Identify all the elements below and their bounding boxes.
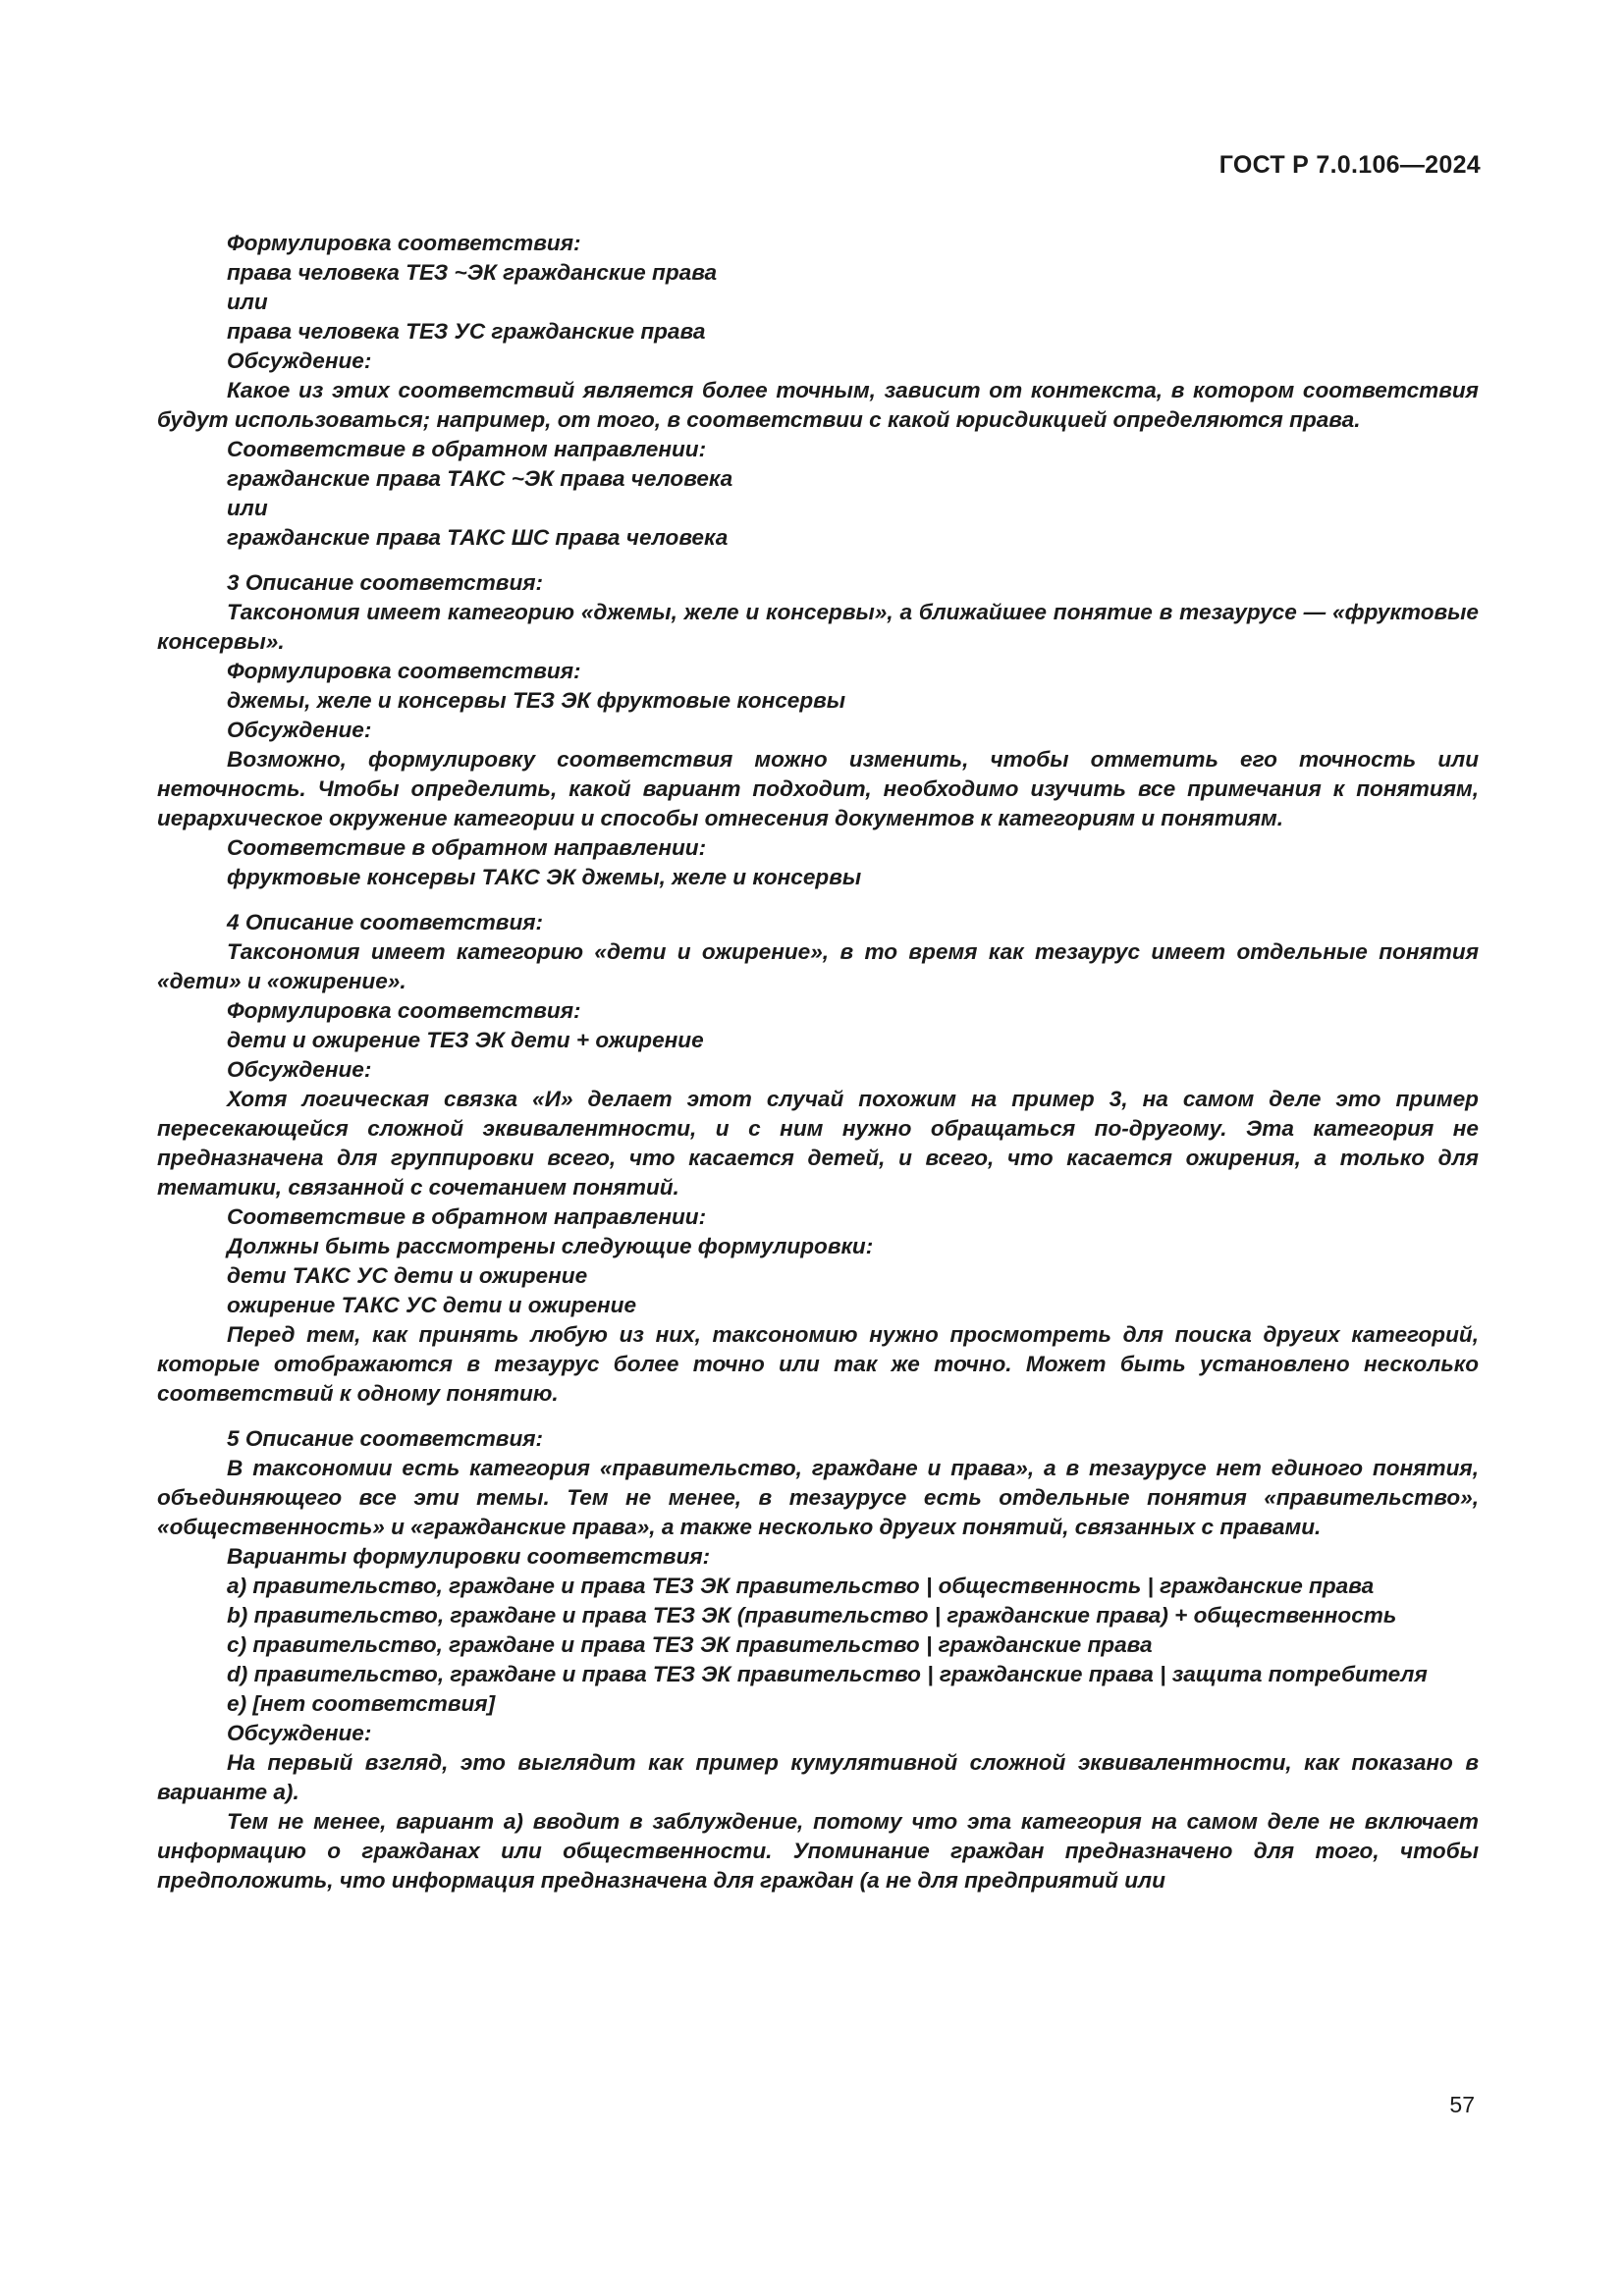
paragraph: дети ТАКС УС дети и ожирение [227,1263,588,1288]
paragraph: Возможно, формулировку соответствия можно изменить, чтобы отметить его точность или неточность. Чтобы определить, какой вариант подходит, необходимо изучить все примечания к понятиям, иерархическое окружение категории и способы отнесения документов к категориям и понятиям. [157,747,1479,830]
paragraph: d) правительство, граждане и права ТЕЗ ЭК правительство | гражданские права | защита потребителя [227,1662,1428,1686]
paragraph: Формулировка соответствия: [227,659,581,683]
paragraph: фруктовые консервы ТАКС ЭК джемы, желе и консервы [227,865,862,889]
paragraph: 3 Описание соответствия: [227,570,544,595]
paragraph: джемы, желе и консервы ТЕЗ ЭК фруктовые консервы [227,688,846,713]
paragraph: гражданские права ТАКС ШС права человека [227,525,729,550]
paragraph: Соответствие в обратном направлении: [227,437,707,461]
paragraph: В таксономии есть категория «правительство, граждане и права», а в тезаурусе нет единого понятия, объединяющего все эти темы. Тем не менее, в тезаурусе есть отдельные понятия «правительство», «общественность» и «гражданские права», а также несколько других понятий, связанных с правами. [157,1456,1479,1539]
document-header: ГОСТ Р 7.0.106—2024 [1218,151,1481,179]
paragraph: ожирение ТАКС УС дети и ожирение [227,1293,637,1317]
paragraph: Таксономия имеет категорию «джемы, желе и консервы», а ближайшее понятие в тезаурусе — «фруктовые консервы». [157,600,1479,654]
paragraph: Формулировка соответствия: [227,998,581,1023]
paragraph: а) правительство, граждане и права ТЕЗ ЭК правительство | общественность | гражданские права [227,1574,1375,1598]
paragraph: Формулировка соответствия: [227,231,581,255]
paragraph: b) правительство, граждане и права ТЕЗ ЭК (правительство | гражданские права) + общественность [227,1603,1397,1628]
paragraph: c) правительство, граждане и права ТЕЗ ЭК правительство | гражданские права [227,1632,1153,1657]
paragraph: права человека ТЕЗ ~ЭК гражданские права [227,260,718,285]
paragraph: Варианты формулировки соответствия: [227,1544,711,1569]
paragraph: или [227,496,268,520]
paragraph: Обсуждение: [227,1721,372,1745]
paragraph: Хотя логическая связка «И» делает этот случай похожим на пример 3, на самом деле это пример пересекающейся сложной эквивалентности, и с ним нужно обращаться по-другому. Эта категория не предназначена для группировки всего, что касается детей, и всего, что касается ожирения, а только для тематики, связанной с сочетанием понятий. [157,1087,1479,1200]
paragraph: Обсуждение: [227,1057,372,1082]
paragraph: права человека ТЕЗ УС гражданские права [227,319,706,344]
paragraph: Соответствие в обратном направлении: [227,1204,707,1229]
paragraph: Какое из этих соответствий является более точным, зависит от контекста, в котором соответствия будут использоваться; например, от того, в соответствии с какой юрисдикцией определяются права. [157,378,1479,432]
paragraph: Соответствие в обратном направлении: [227,835,707,860]
paragraph: 5 Описание соответствия: [227,1426,544,1451]
paragraph: дети и ожирение ТЕЗ ЭК дети + ожирение [227,1028,704,1052]
paragraph: e) [нет соответствия] [227,1691,496,1716]
paragraph: гражданские права ТАКС ~ЭК права человека [227,466,733,491]
page-number: 57 [1449,2092,1475,2117]
paragraph: На первый взгляд, это выглядит как пример кумулятивной сложной эквивалентности, как показано в варианте а). [157,1750,1479,1804]
document-body [157,229,1479,1896]
paragraph: Перед тем, как принять любую из них, таксономию нужно просмотреть для поиска других категорий, которые отображаются в тезаурус более точно или так же точно. Может быть установлено несколько соответствий к одному понятию. [157,1322,1479,1406]
paragraph: Обсуждение: [227,348,372,373]
paragraph: 4 Описание соответствия: [227,910,544,934]
paragraph: Таксономия имеет категорию «дети и ожирение», в то время как тезаурус имеет отдельные понятия «дети» и «ожирение». [157,939,1479,993]
paragraph: Должны быть рассмотрены следующие формулировки: [227,1234,874,1258]
paragraph: Обсуждение: [227,718,372,742]
paragraph: или [227,290,268,314]
paragraph: Тем не менее, вариант а) вводит в заблуждение, потому что эта категория на самом деле не включает информацию о гражданах или общественности. Упоминание граждан предназначено для того, чтобы предположить, что информация предназначена для граждан (а не для предприятий или [157,1809,1479,1893]
